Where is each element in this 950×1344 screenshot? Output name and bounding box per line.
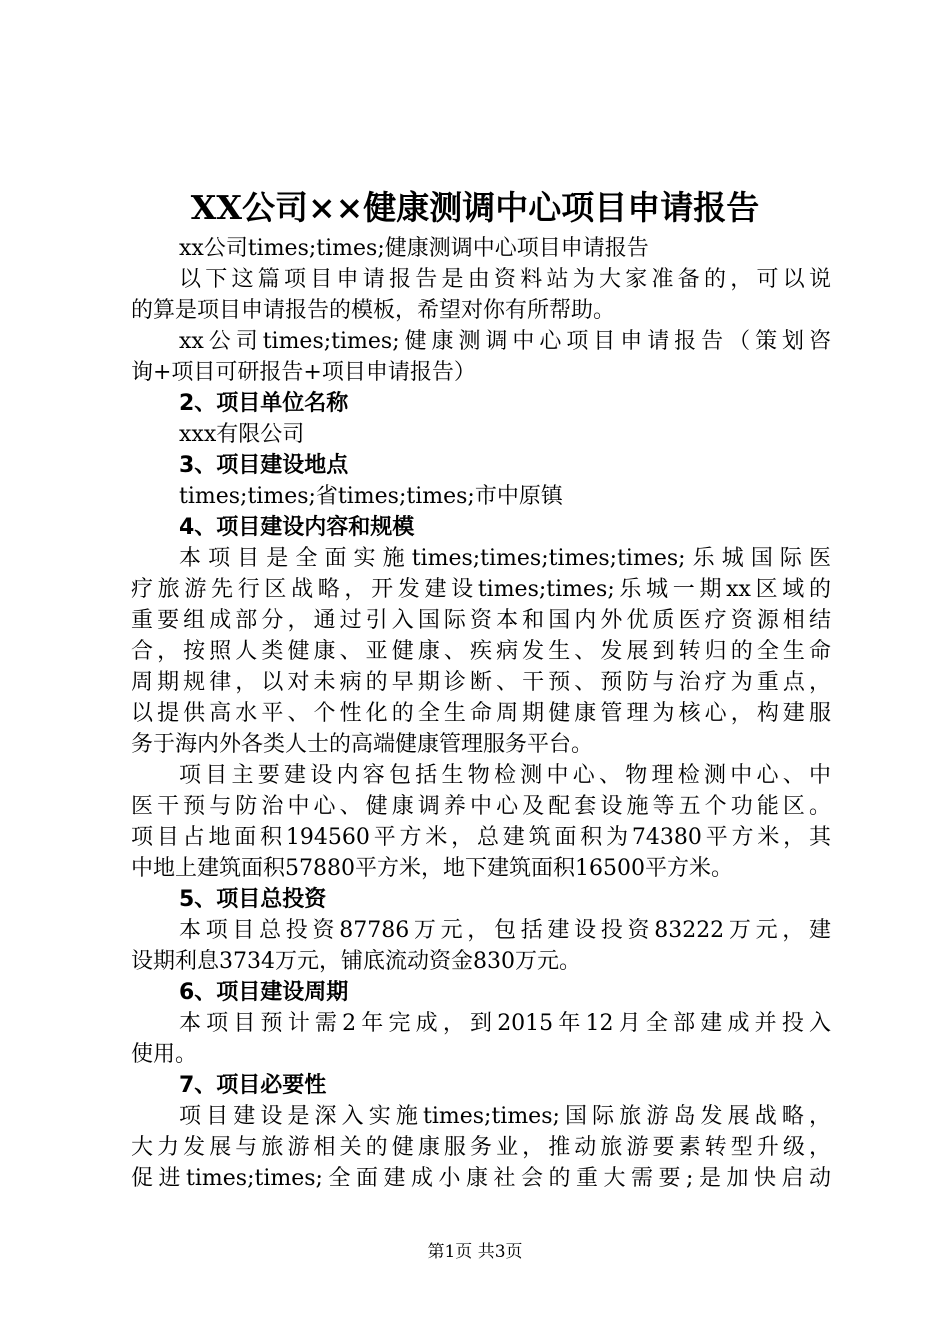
page-number-footer: 第1页 共3页 [427,1242,523,1262]
document-title: XX公司××健康测调中心项目申请报告 [190,188,760,227]
section-heading: 7、项目必要性 [179,1073,327,1098]
section-heading: 4、项目建设内容和规模 [179,515,415,540]
section-heading: 6、项目建设周期 [179,980,349,1005]
paragraph-line: 大力发展与旅游相关的健康服务业，推动旅游要素转型升级， [131,1135,831,1160]
paragraph-line: 重要组成部分，通过引入国际资本和国内外优质医疗资源相结 [131,608,831,633]
paragraph-line: 周期规律，以对未病的早期诊断、干预、预防与治疗为重点， [131,670,831,695]
paragraph-line: xx公司times;times;健康测调中心项目申请报告（策划咨 [179,329,831,354]
paragraph-line: 促进times;times;全面建成小康社会的重大需要;是加快启动 [131,1166,831,1191]
paragraph-line: 本项目总投资87786万元，包括建设投资83222万元，建 [179,918,831,943]
paragraph-line: xx公司times;times;健康测调中心项目申请报告 [179,236,649,261]
section-heading: 2、项目单位名称 [179,391,349,416]
paragraph-line: 医干预与防治中心、健康调养中心及配套设施等五个功能区。 [131,794,831,819]
paragraph-line: xxx有限公司 [179,422,305,447]
paragraph-line: 以提供高水平、个性化的全生命周期健康管理为核心，构建服 [131,701,831,726]
paragraph-line: 本项目预计需2年完成，到2015年12月全部建成并投入 [179,1011,831,1036]
paragraph-line: 项目建设是深入实施times;times;国际旅游岛发展战略， [179,1104,831,1129]
document-body [131,233,831,1194]
paragraph-line: 的算是项目申请报告的模板，希望对你有所帮助。 [131,298,616,323]
paragraph-line: 疗旅游先行区战略，开发建设times;times;乐城一期xx区域的 [131,577,831,602]
paragraph-line: 项目主要建设内容包括生物检测中心、物理检测中心、中 [179,763,831,788]
paragraph-line: times;times;省times;times;市中原镇 [179,484,563,509]
section-heading: 5、项目总投资 [179,887,327,912]
paragraph-line: 以下这篇项目申请报告是由资料站为大家准备的，可以说 [179,267,831,292]
paragraph-line: 使用。 [131,1042,198,1067]
paragraph-line: 询+项目可研报告+项目申请报告） [131,360,476,385]
paragraph-line: 项目占地面积194560平方米，总建筑面积为74380平方米，其 [131,825,831,850]
paragraph-line: 设期利息3734万元，铺底流动资金830万元。 [131,949,581,974]
paragraph-line: 务于海内外各类人士的高端健康管理服务平台。 [131,732,594,757]
section-heading: 3、项目建设地点 [179,453,349,478]
paragraph-line: 合，按照人类健康、亚健康、疾病发生、发展到转归的全生命 [131,639,831,664]
paragraph-line: 本项目是全面实施times;times;times;times;乐城国际医 [179,546,831,571]
paragraph-line: 中地上建筑面积57880平方米，地下建筑面积16500平方米。 [131,856,733,881]
